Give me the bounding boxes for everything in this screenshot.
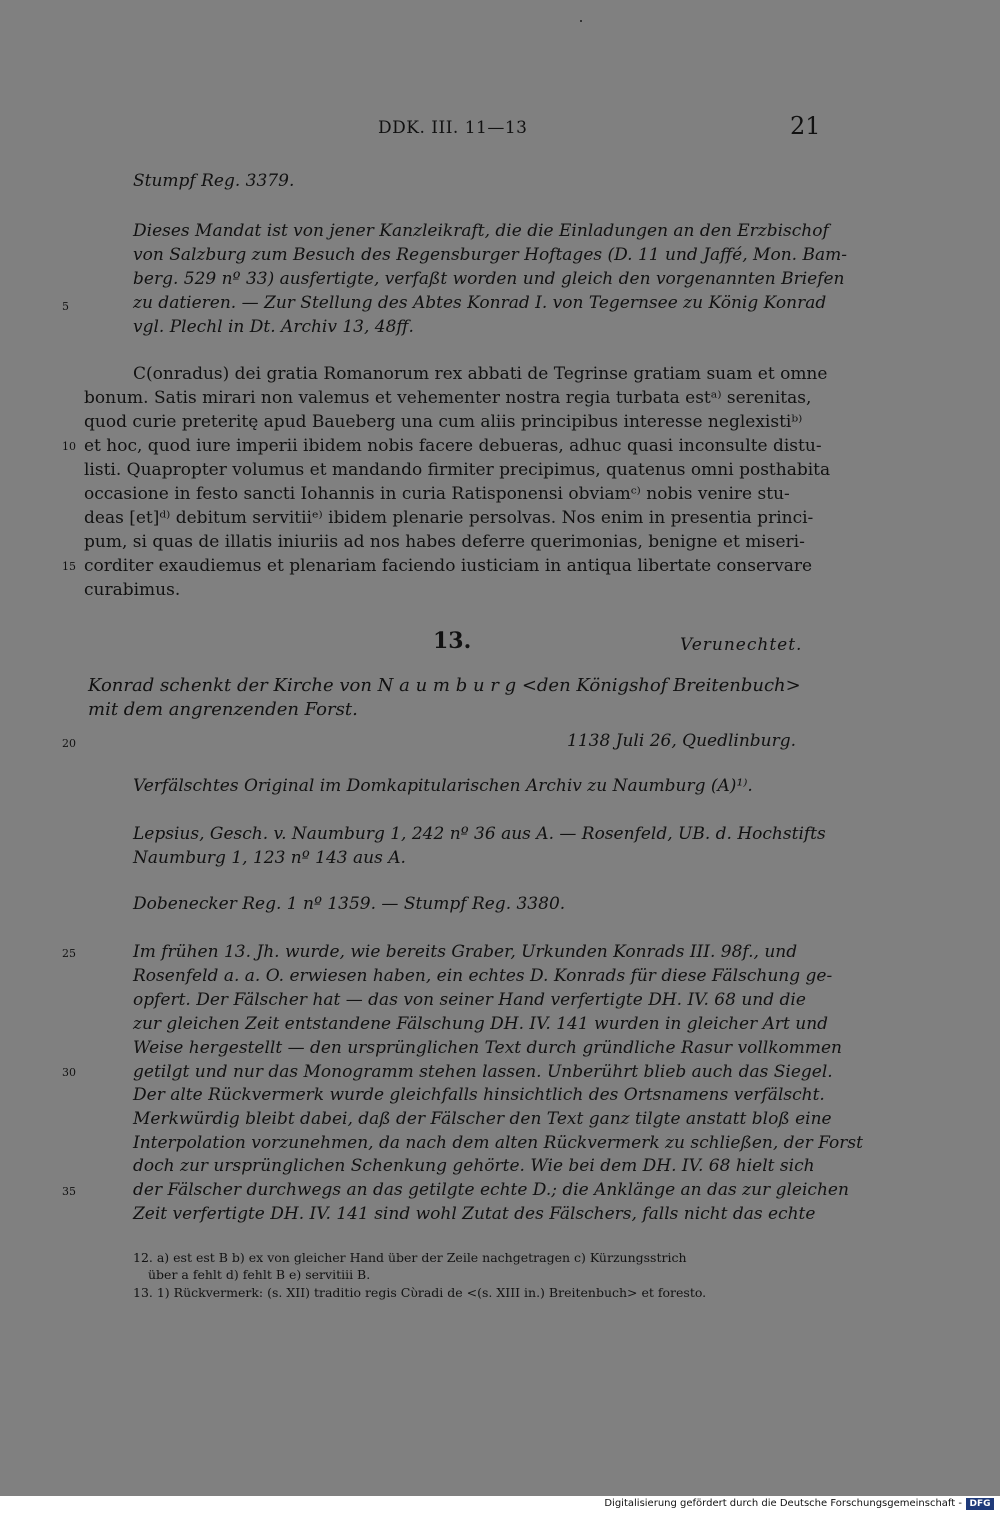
footnote-line: 13. 1) Rückvermerk: (s. XII) traditio regis Cὺradi de <(s. XIII in.) Breitenbuch> et foresto. (133, 1285, 707, 1300)
editions-line: Naumburg 1, 123 nº 143 aus A. (133, 848, 406, 868)
text-line: occasione in festo sancti Iohannis in curia Ratisponensi obviamᶜ⁾ nobis venire stu- (84, 484, 790, 504)
text-line: quod curie preteritę apud Baueberg una cum aliis principibus interesse neglexistiᵇ⁾ (84, 412, 803, 432)
text-line: C(onradus) dei gratia Romanorum rex abbati de Tegrinse gratiam suam et omne (133, 364, 828, 384)
commentary-line: Dieses Mandat ist von jener Kanzleikraft, die die Einladungen an den Erzbischof (133, 221, 829, 241)
commentary-line: berg. 529 nº 33) ausfertigte, verfaßt worden und gleich den vorgenannten Briefen (133, 269, 845, 289)
commentary-line: opfert. Der Fälscher hat — das von seiner Hand verfertigte DH. IV. 68 und die (133, 990, 806, 1010)
line-number: 15 (62, 560, 76, 573)
footnote-line: 12. a) est est B b) ex von gleicher Hand über der Zeile nachgetragen c) Kürzungsstrich (133, 1250, 687, 1265)
running-header: DDK. III. 11—13 (378, 118, 528, 138)
page-number: 21 (790, 112, 821, 140)
commentary-line: doch zur ursprünglichen Schenkung gehörte. Wie bei dem DH. IV. 68 hielt sich (133, 1156, 815, 1176)
commentary-line: Interpolation vorzunehmen, da nach dem alten Rückvermerk zu schließen, der Forst (133, 1133, 863, 1153)
text-line: deas [et]ᵈ⁾ debitum servitiiᵉ⁾ ibidem plenarie persolvas. Nos enim in presentia princi- (84, 508, 814, 528)
line-number: 25 (62, 947, 76, 960)
text-line: pum, si quas de illatis iniuriis ad nos habes deferre querimonias, benigne et miseri- (84, 532, 805, 552)
footer-credit: Digitalisierung gefördert durch die Deutsche Forschungsgemeinschaft - (604, 1498, 962, 1509)
speck (580, 20, 582, 22)
text-line: et hoc, quod iure imperii ibidem nobis facere debueras, adhuc quasi inconsulte distu- (84, 436, 822, 456)
line-number: 20 (62, 737, 76, 750)
commentary-line: der Fälscher durchwegs an das getilgte echte D.; die Anklänge an das zur gleichen (133, 1180, 849, 1200)
original-line: Verfälschtes Original im Domkapitularischen Archiv zu Naumburg (A)¹⁾. (133, 776, 753, 796)
commentary-line: zu datieren. — Zur Stellung des Abtes Konrad I. von Tegernsee zu König Konrad (133, 293, 827, 313)
line-number: 5 (62, 300, 69, 313)
commentary-line: Weise hergestellt — den ursprünglichen Text durch gründliche Rasur vollkommen (133, 1038, 842, 1058)
editions-line: Lepsius, Gesch. v. Naumburg 1, 242 nº 36 aus A. — Rosenfeld, UB. d. Hochstifts (133, 824, 826, 844)
line-number: 10 (62, 440, 76, 453)
commentary-line: Rosenfeld a. a. O. erwiesen haben, ein echtes D. Konrads für diese Fälschung ge- (133, 966, 833, 986)
text-line: curabimus. (84, 580, 181, 600)
commentary-line: zur gleichen Zeit entstandene Fälschung DH. IV. 141 wurden in gleicher Art und (133, 1014, 829, 1034)
dfg-logo-icon: DFG (966, 1498, 994, 1510)
regest-line: Konrad schenkt der Kirche von N a u m b u r g <den Königshof Breitenbuch> (88, 675, 801, 696)
text-line: corditer exaudiemus et plenariam faciendo iusticiam in antiqua libertate conservare (84, 556, 813, 576)
commentary-line: von Salzburg zum Besuch des Regensburger Hoftages (D. 11 und Jaffé, Mon. Bam- (133, 245, 847, 265)
commentary-line: vgl. Plechl in Dt. Archiv 13, 48ff. (133, 317, 414, 337)
document-number: 13. (433, 628, 472, 654)
reg-line: Stumpf Reg. 3379. (133, 171, 295, 191)
commentary-line: Merkwürdig bleibt dabei, daß der Fälscher den Text ganz tilgte anstatt bloß eine (133, 1109, 832, 1129)
regesta-line: Dobenecker Reg. 1 nº 1359. — Stumpf Reg. 3380. (133, 894, 566, 914)
text-line: listi. Quapropter volumus et mandando firmiter precipimus, quatenus omni posthabita (84, 460, 831, 480)
commentary-line: Im frühen 13. Jh. wurde, wie bereits Graber, Urkunden Konrads III. 98f., und (133, 942, 798, 962)
line-number: 35 (62, 1185, 76, 1198)
document-date: 1138 Juli 26, Quedlinburg. (567, 731, 797, 751)
document-status: Verunechtet. (680, 635, 803, 655)
commentary-line: Zeit verfertigte DH. IV. 141 sind wohl Zutat des Fälschers, falls nicht das echte (133, 1204, 816, 1224)
commentary-line: getilgt und nur das Monogramm stehen lassen. Unberührt blieb auch das Siegel. (133, 1062, 833, 1082)
footnote-line: über a fehlt d) fehlt B e) servitiii B. (148, 1267, 371, 1282)
line-number: 30 (62, 1066, 76, 1079)
commentary-line: Der alte Rückvermerk wurde gleichfalls hinsichtlich des Ortsnamens verfälscht. (133, 1085, 825, 1105)
text-line: bonum. Satis mirari non valemus et vehementer nostra regia turbata estᵃ⁾ serenitas, (84, 388, 812, 408)
regest-line: mit dem angrenzenden Forst. (88, 699, 358, 720)
